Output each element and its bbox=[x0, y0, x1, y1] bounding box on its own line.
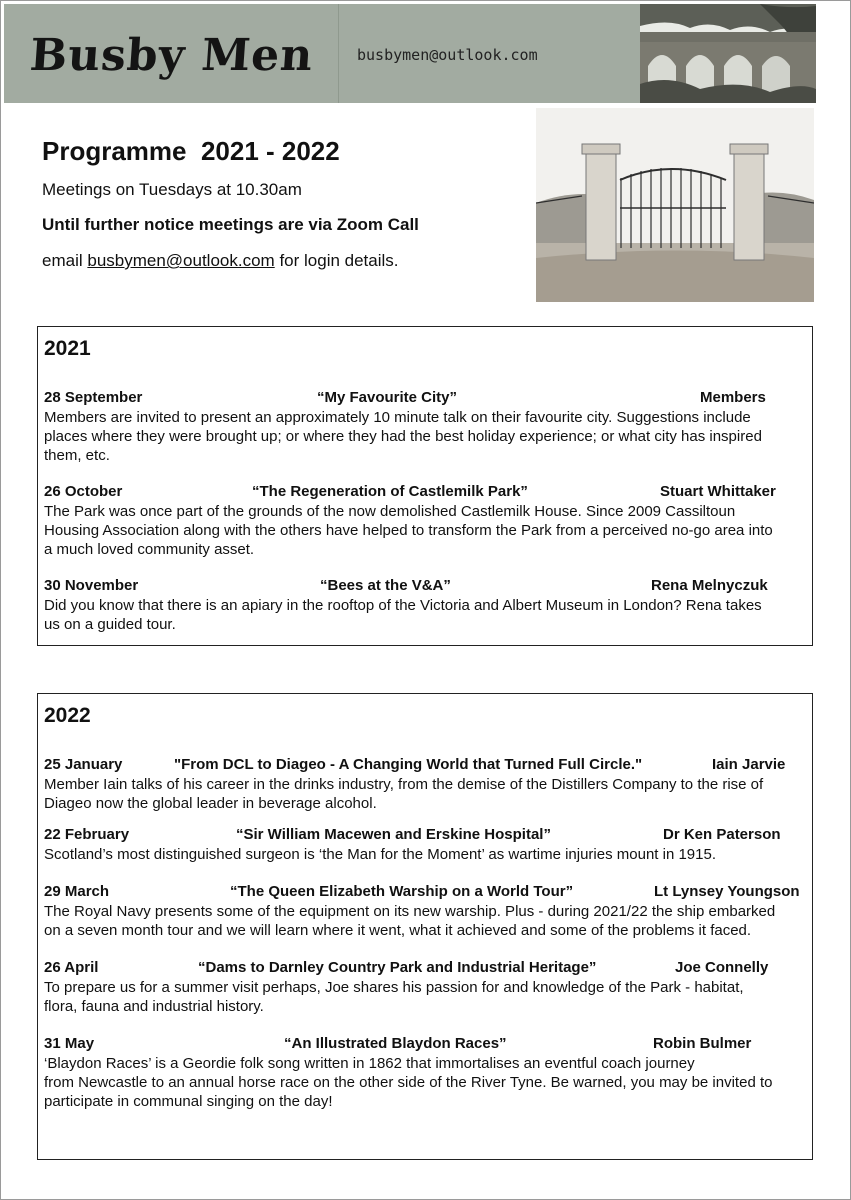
section-year: 2022 bbox=[44, 704, 91, 727]
event-description bbox=[44, 775, 804, 813]
event-desc-line: The Park was once part of the grounds of the now demolished Castlemilk House. Since 2009 Cassiltoun bbox=[44, 503, 736, 520]
event-date: 30 November bbox=[44, 577, 139, 594]
section-2021 bbox=[37, 326, 813, 646]
event-date: 26 April bbox=[44, 959, 99, 976]
event-title: “An Illustrated Blaydon Races” bbox=[284, 1035, 507, 1052]
page-title: Programme 2021 - 2022 bbox=[42, 136, 340, 166]
event-desc-line: places where they were brought up; or where they had the best holiday experience; or what city has inspired bbox=[44, 428, 762, 445]
event-desc-line: Did you know that there is an apiary in the rooftop of the Victoria and Albert Museum in London? Rena takes bbox=[44, 597, 762, 614]
event-date: 31 May bbox=[44, 1035, 95, 1052]
event-title: "From DCL to Diageo - A Changing World that Turned Full Circle." bbox=[174, 756, 643, 773]
event-item bbox=[44, 483, 804, 559]
logo: Busby Men bbox=[28, 30, 316, 81]
event-header bbox=[44, 959, 804, 978]
login-prefix: email bbox=[42, 251, 88, 270]
event-item bbox=[44, 756, 804, 813]
event-item bbox=[44, 826, 804, 864]
event-header bbox=[44, 483, 804, 502]
event-desc-line: on a seven month tour and we will learn where it went, what it achieved and some of the problems it faced. bbox=[44, 922, 752, 939]
event-speaker: Iain Jarvie bbox=[712, 756, 786, 773]
event-speaker: Lt Lynsey Youngson bbox=[654, 883, 800, 900]
event-desc-line: Diageo now the global leader in beverage alcohol. bbox=[44, 795, 377, 812]
event-header bbox=[44, 389, 804, 408]
event-title: “Dams to Darnley Country Park and Industrial Heritage” bbox=[198, 959, 597, 976]
event-header bbox=[44, 577, 804, 596]
event-desc-line: flora, fauna and industrial history. bbox=[44, 998, 264, 1015]
event-title: “Sir William Macewen and Erskine Hospital” bbox=[236, 826, 551, 843]
event-item bbox=[44, 1035, 804, 1111]
event-header bbox=[44, 1035, 804, 1054]
event-header bbox=[44, 826, 804, 845]
event-description bbox=[44, 1054, 804, 1111]
event-desc-line: from Newcastle to an annual horse race on the other side of the River Tyne. Be warned, you may be invited to bbox=[44, 1074, 773, 1091]
event-title: “The Queen Elizabeth Warship on a World Tour” bbox=[230, 883, 574, 900]
event-header bbox=[44, 883, 804, 902]
event-title: “Bees at the V&A” bbox=[320, 577, 451, 594]
section-year: 2021 bbox=[44, 337, 91, 360]
event-date: 22 February bbox=[44, 826, 130, 843]
event-description bbox=[44, 596, 804, 634]
event-desc-line: us on a guided tour. bbox=[44, 616, 176, 633]
login-suffix: for login details. bbox=[274, 251, 399, 270]
event-speaker: Members bbox=[700, 389, 766, 406]
header-email[interactable]: busbymen@outlook.com bbox=[357, 46, 538, 64]
zoom-notice: Until further notice meetings are via Zoom Call bbox=[42, 215, 419, 234]
event-title: “The Regeneration of Castlemilk Park” bbox=[252, 483, 528, 500]
event-description bbox=[44, 902, 804, 940]
event-desc-line: To prepare us for a summer visit perhaps, Joe shares his passion for and knowledge of the Park - habitat, bbox=[44, 979, 744, 996]
event-speaker: Rena Melnyczuk bbox=[651, 577, 768, 594]
event-speaker: Joe Connelly bbox=[675, 959, 769, 976]
event-desc-line: participate in communal singing on the day! bbox=[44, 1093, 333, 1110]
event-description bbox=[44, 845, 804, 864]
event-title: “My Favourite City” bbox=[317, 389, 458, 406]
event-item bbox=[44, 883, 804, 940]
event-speaker: Stuart Whittaker bbox=[660, 483, 776, 500]
event-date: 28 September bbox=[44, 389, 143, 406]
login-details bbox=[42, 251, 399, 271]
header-divider bbox=[338, 4, 339, 103]
meeting-times: Meetings on Tuesdays at 10.30am bbox=[42, 180, 302, 199]
event-desc-line: The Royal Navy presents some of the equipment on its new warship. Plus - during 2021/22 the ship embarked bbox=[44, 903, 776, 920]
event-desc-line: Members are invited to present an approximately 10 minute talk on their favourite city. Suggestions include bbox=[44, 409, 751, 426]
event-speaker: Robin Bulmer bbox=[653, 1035, 752, 1052]
event-header bbox=[44, 756, 804, 775]
event-date: 26 October bbox=[44, 483, 123, 500]
event-description bbox=[44, 502, 804, 559]
event-desc-line: them, etc. bbox=[44, 447, 110, 464]
event-speaker: Dr Ken Paterson bbox=[663, 826, 781, 843]
event-desc-line: a much loved community asset. bbox=[44, 541, 255, 558]
event-desc-line: Housing Association along with the others have helped to transform the Park from a perceived no-go area into bbox=[44, 522, 773, 539]
login-email-link[interactable]: busbymen@outlook.com bbox=[87, 251, 275, 270]
event-desc-line: Member Iain talks of his career in the drinks industry, from the demise of the Distillers Company to the rise of bbox=[44, 776, 764, 793]
event-item bbox=[44, 389, 804, 465]
event-desc-line: ‘Blaydon Races’ is a Geordie folk song written in 1862 that immortalises an eventful coach journey bbox=[44, 1055, 695, 1072]
event-item bbox=[44, 577, 804, 634]
event-description bbox=[44, 408, 804, 465]
gates-photo bbox=[536, 108, 814, 302]
section-2022 bbox=[37, 693, 813, 1160]
event-date: 29 March bbox=[44, 883, 110, 900]
event-desc-line: Scotland’s most distinguished surgeon is ‘the Man for the Moment’ as wartime injuries mount in 1915. bbox=[44, 846, 717, 863]
event-date: 25 January bbox=[44, 756, 123, 773]
viaduct-photo bbox=[640, 4, 816, 103]
event-description bbox=[44, 978, 804, 1016]
event-item bbox=[44, 959, 804, 1016]
